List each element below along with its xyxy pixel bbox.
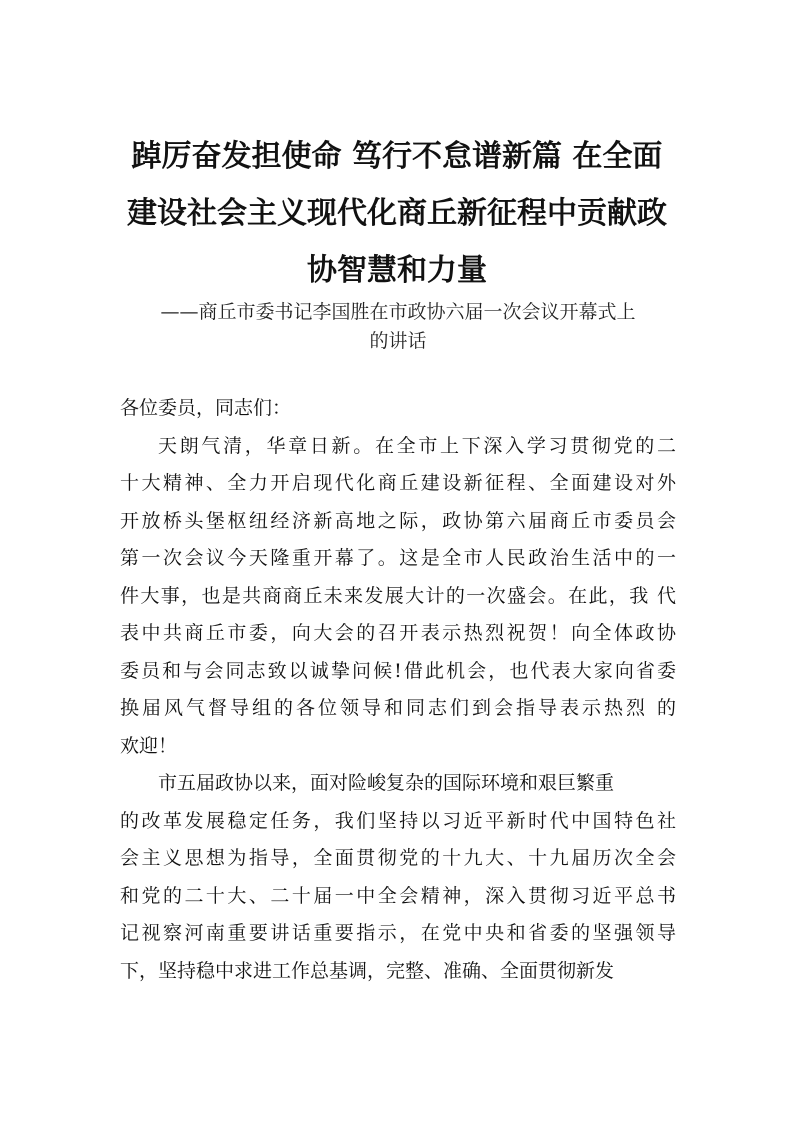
text-line: 换届风气督导组的各位领导和同志们到会指导表示热烈 的 [120, 697, 676, 719]
title-line: 协智慧和力量 [307, 253, 487, 288]
subtitle-line: 的讲话 [369, 330, 427, 352]
title-line: 建设社会主义现代化商丘新征程中贡献政 [127, 196, 667, 231]
text-line: 委员和与会同志致以诚挚问候!借此机会，也代表大家向省委 [120, 659, 676, 682]
text-line: 开放桥头堡枢纽经济新高地之际，政协第六届商丘市委员会 [120, 509, 676, 532]
document-subtitle [118, 298, 678, 356]
text-line: 下，坚持稳中求进工作总基调，完整、准确、全面贯彻新发 [120, 959, 615, 982]
document-title [100, 128, 694, 299]
title-line: 踔厉奋发担使命 笃行不怠谱新篇 在全面 [131, 139, 663, 174]
text-line: 天朗气清，华章日新。在全市上下深入学习贯彻党的二 [158, 434, 676, 457]
subtitle-line: ——商丘市委书记李国胜在市政协六届一次会议开幕式上 [160, 301, 636, 323]
text-line: 欢迎！ [120, 734, 178, 757]
text-line: 记视察河南重要讲话重要指示，在党中央和省委的坚强领导 [120, 922, 676, 944]
text-line: 件大事，也是共商商丘未来发展大计的一次盛会。在此，我 代 [120, 584, 676, 607]
text-line: 市五届政协以来，面对险峻复杂的国际环境和艰巨繁重 [158, 772, 615, 794]
text-line: 第一次会议今天隆重开幕了。这是全市人民政治生活中的一 [120, 547, 676, 569]
text-line: 的改革发展稳定任务，我们坚持以习近平新时代中国特色社 [120, 809, 676, 832]
text-line: 十大精神、全力开启现代化商丘建设新征程、全面建设对外 [120, 472, 676, 494]
paragraph-1 [120, 428, 676, 766]
document-body [120, 390, 676, 990]
salutation-text: 各位委员，同志们： [120, 397, 292, 419]
salutation [120, 390, 676, 428]
text-line: 表中共商丘市委，向大会的召开表示热烈祝贺！向全体政协 [120, 622, 676, 644]
text-line: 和党的二十大、二十届一中全会精神，深入贯彻习近平总书 [120, 884, 676, 907]
text-line: 会主义思想为指导，全面贯彻党的十九大、十九届历次全会 [120, 847, 676, 869]
paragraph-2 [120, 765, 676, 990]
